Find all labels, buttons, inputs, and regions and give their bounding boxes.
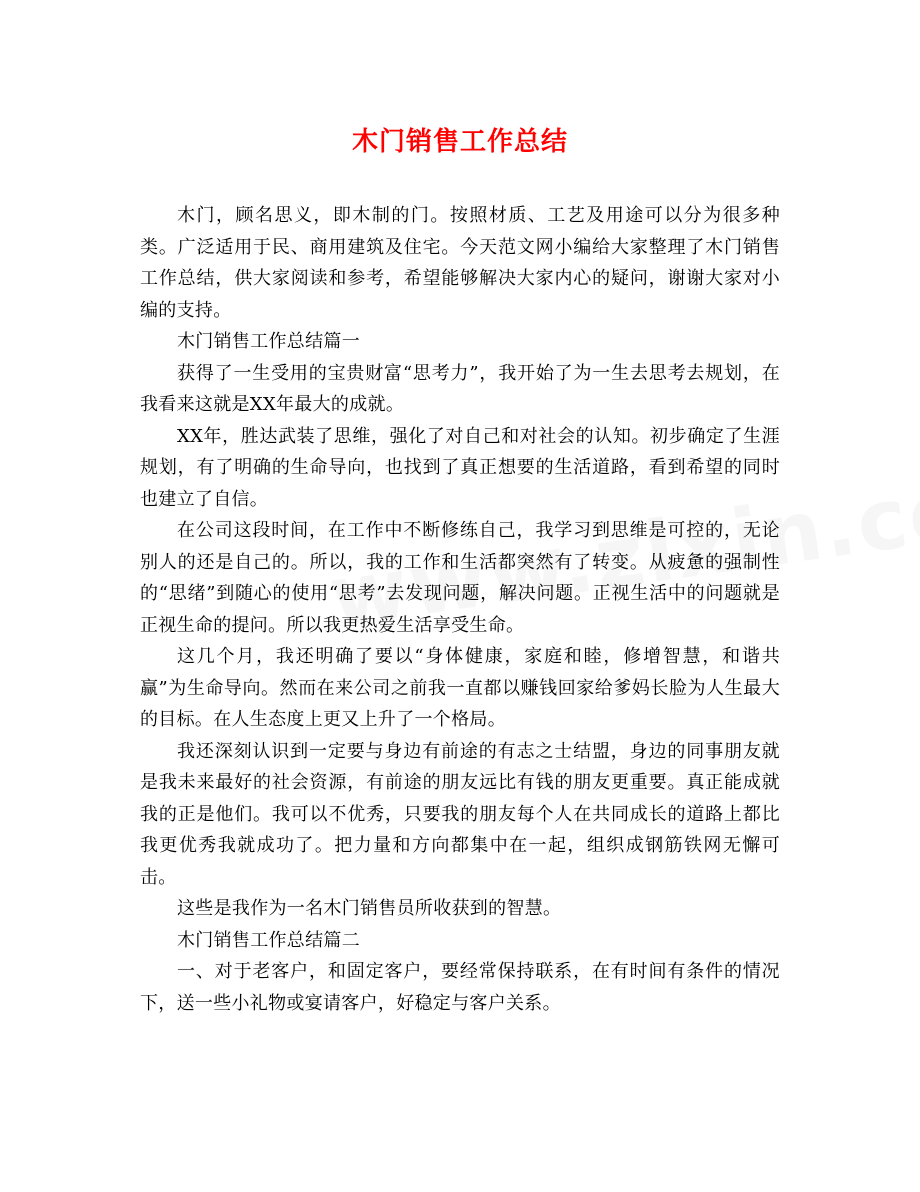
paragraph: 我还深刻认识到一定要与身边有前途的有志之士结盟，身边的同事朋友就是我未来最好的社会资源，有前途的朋友远比有钱的朋友更重要。真正能成就我的正是他们。我可以不优秀，只要我的朋友每个人在共同成长的道路上都比我更优秀我就成功了。把力量和方向都集中在一起，组织成钢筋铁网无懈可击。 <box>140 740 780 888</box>
section-heading-1: 木门销售工作总结篇一 <box>177 331 360 352</box>
paragraph: 获得了一生受用的宝贵财富“思考力”，我开始了为一生去思考去规划，在我看来这就是XX年最大的成就。 <box>140 362 780 415</box>
paragraph: 这些是我作为一名木门销售员所收获到的智慧。 <box>177 898 562 919</box>
document-body <box>140 200 780 1019</box>
paragraph: 一、对于老客户，和固定客户，要经常保持联系，在有时间有条件的情况下，送一些小礼物或宴请客户，好稳定与客户关系。 <box>140 961 780 1014</box>
paragraph-intro: 木门，顾名思义，即木制的门。按照材质、工艺及用途可以分为很多种类。广泛适用于民、商用建筑及住宅。今天范文网小编给大家整理了木门销售工作总结，供大家阅读和参考，希望能够解决大家内心的疑问，谢谢大家对小编的支持。 <box>140 205 780 321</box>
paragraph: 这几个月，我还明确了要以“身体健康，家庭和睦，修增智慧，和谐共赢”为生命导向。然而在来公司之前我一直都以赚钱回家给爹妈长脸为人生最大的目标。在人生态度上更又上升了一个格局。 <box>140 646 780 730</box>
document-title: 木门销售工作总结 <box>351 127 568 157</box>
paragraph: 在公司这段时间，在工作中不断修练自己，我学习到思维是可控的，无论别人的还是自己的。所以，我的工作和生活都突然有了转变。从疲惫的强制性的“思绪”到随心的使用“思考”去发现问题，解决问题。正视生活中的问题就是正视生命的提问。所以我更热爱生活享受生命。 <box>140 520 780 636</box>
paragraph: XX年，胜达武装了思维，强化了对自己和对社会的认知。初步确定了生涯规划，有了明确的生命导向，也找到了真正想要的生活道路，看到希望的同时也建立了自信。 <box>140 425 780 510</box>
section-heading-2: 木门销售工作总结篇二 <box>177 929 360 951</box>
